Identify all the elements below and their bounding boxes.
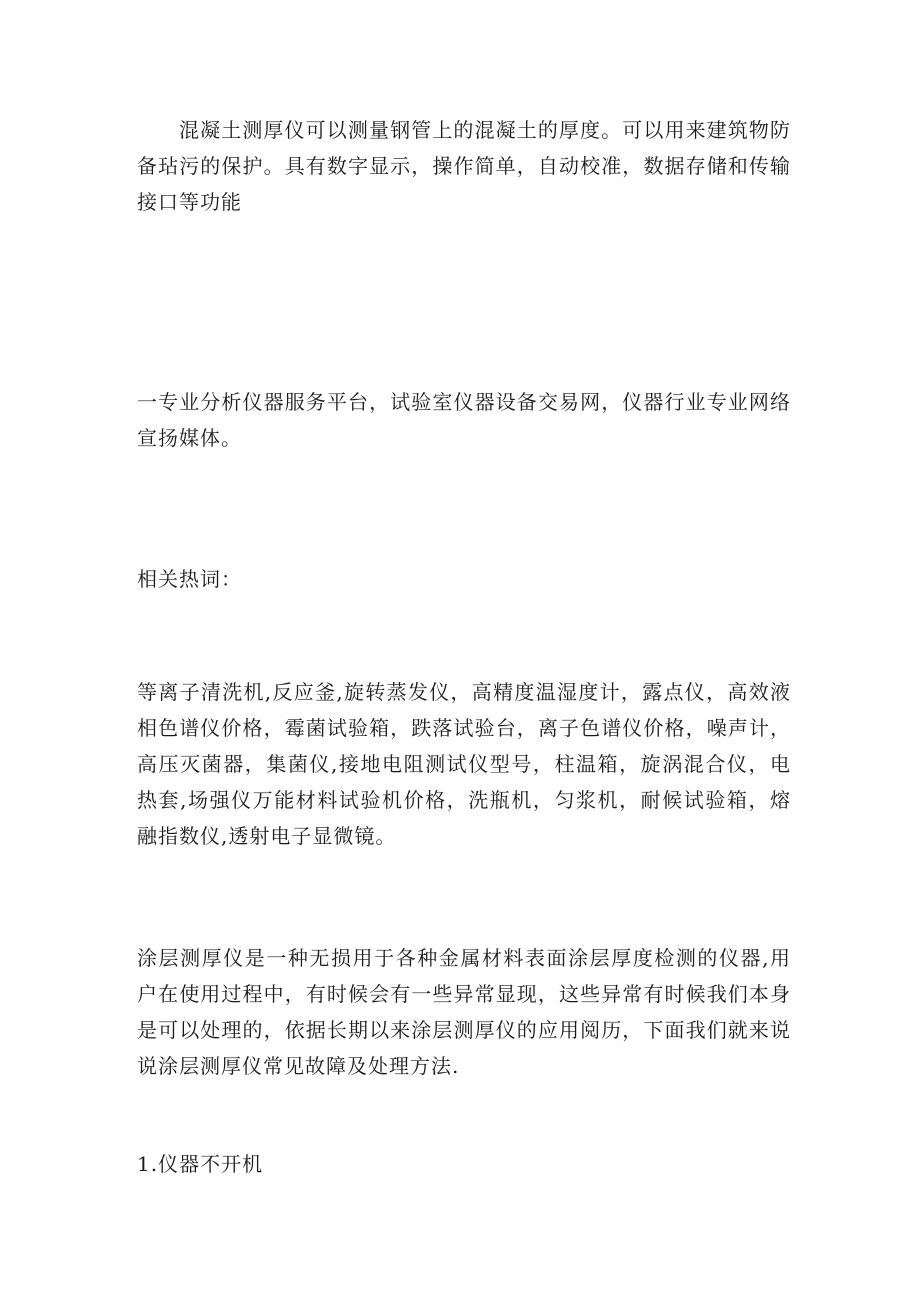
platform-paragraph: 一专业分析仪器服务平台，试验室仪器设备交易网，仪器行业专业网络宣扬媒体。 (137, 390, 791, 450)
coating-gauge-paragraph: 涂层测厚仪是一种无损用于各种金属材料表面涂层厚度检测的仪器,用户在使用过程中，有时候会有一些异常显现，这些异常有时候我们本身是可以处理的，依据长期以来涂层测厚仪的应用阅历，下面我们就来说说涂层测厚仪常见故障及处理方法. (137, 946, 791, 1078)
section-heading-no-power: 1.仪器不开机 (137, 1152, 264, 1176)
intro-paragraph: 混凝土测厚仪可以测量钢管上的混凝土的厚度。可以用来建筑物防备玷污的保护。具有数字显示，操作简单，自动校准，数据存储和传输接口等功能 (137, 118, 791, 214)
related-keywords-heading: 相关热词： (137, 567, 242, 591)
keywords-paragraph: 等离子清洗机,反应釜,旋转蒸发仪，高精度温湿度计，露点仪，高效液相色谱仪价格，霉菌试验箱，跌落试验台，离子色谱仪价格，噪声计，高压灭菌器，集菌仪,接地电阻测试仪型号，柱温箱，旋涡混合仪，电热套,场强仪万能材料试验机价格，洗瓶机，匀浆机，耐候试验箱，熔融指数仪,透射电子显微镜。 (137, 680, 791, 848)
